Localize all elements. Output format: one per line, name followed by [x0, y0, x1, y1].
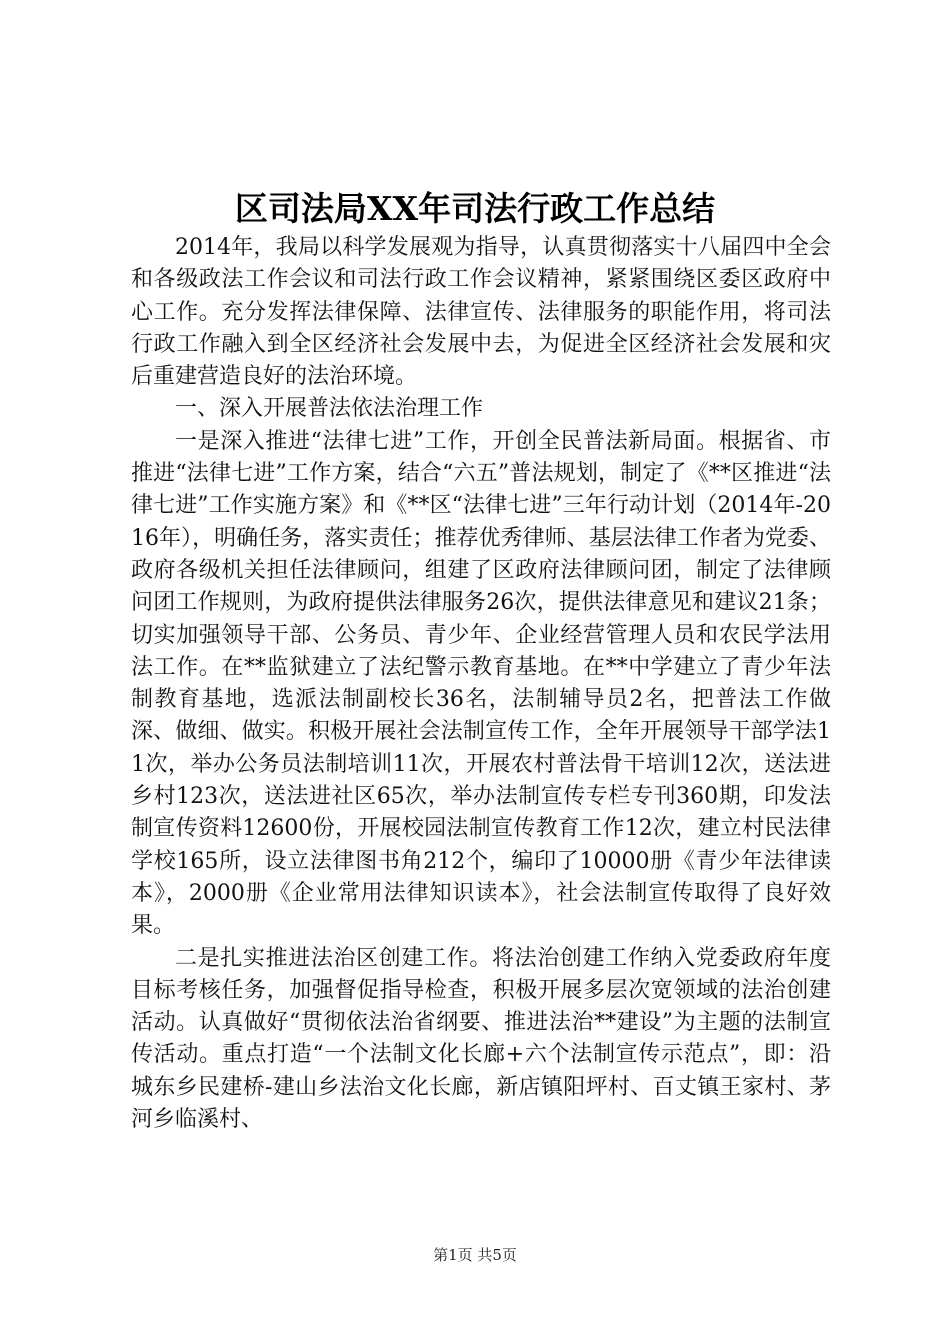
paragraph-intro: 2014年，我局以科学发展观为指导，认真贯彻落实十八届四中全会和各级政法工作会议和司法行政工作会议精神，紧紧围绕区委区政府中心工作。充分发挥法律保障、法律宣传、法律服务的职能作用，将司法行政工作融入到全区经济社会发展中去，为促进全区经济社会发展和灾后重建营造良好的法治环境。 — [131, 235, 831, 390]
paragraph-one: 一是深入推进“法律七进”工作，开创全民普法新局面。根据省、市推进“法律七进”工作方案，结合“六五”普法规划，制定了《**区推进“法律七进”工作实施方案》和《**区“法律七进”三年行动计划（2014年-2016年），明确任务，落实责任；推荐优秀律师、基层法律工作者为党委、政府各级机关担任法律顾问，组建了区政府法律顾问团，制定了法律顾问团工作规则，为政府提供法律服务26次，提供法律意见和建议21条；切实加强领导干部、公务员、青少年、企业经营管理人员和农民学法用法工作。在**监狱建立了法纪警示教育基地。在**中学建立了青少年法制教育基地，选派法制副校长36名，法制辅导员2名，把普法工作做深、做细、做实。积极开展社会法制宣传工作，全年开展领导干部学法11次，举办公务员法制培训11次，开展农村普法骨干培训12次，送法进乡村123次，送法进社区65次，举办法制宣传专栏专刊360期，印发法制宣传资料12600份，开展校园法制宣传教育工作12次，建立村民法律学校165所，设立法律图书角212个，编印了10000册《青少年法律读本》，2000册《企业常用法律知识读本》，社会法制宣传取得了良好效果。 — [131, 428, 831, 939]
page-footer: 第1页 共5页 — [433, 1246, 517, 1264]
paragraph-two: 二是扎实推进法治区创建工作。将法治创建工作纳入党委政府年度目标考核任务，加强督促指导检查，积极开展多层次宽领域的法治创建活动。认真做好“贯彻依法治省纲要、推进法治**建设”为主题的法制宣传活动。重点打造“一个法制文化长廊+六个法制宣传示范点”，即：沿城东乡民建桥-建山乡法治文化长廊，新店镇阳坪村、百丈镇王家村、茅河乡临溪村、 — [131, 945, 831, 1133]
document-body — [131, 232, 831, 1136]
document-title: 区司法局XX年司法行政工作总结 — [234, 189, 716, 228]
section-heading: 一、深入开展普法依法治理工作 — [175, 396, 484, 422]
